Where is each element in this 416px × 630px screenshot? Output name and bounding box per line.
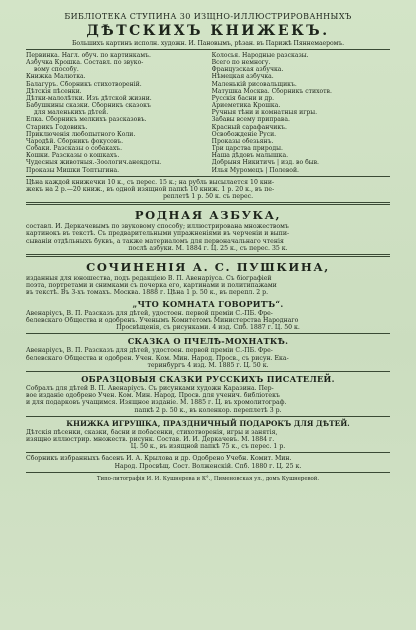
book-title: Колосья. Народные разсказы. — [211, 52, 309, 59]
book-title: Приключенія любопытного Коли. — [26, 130, 136, 138]
catalog-title: ДѢТСКИХЪ КНИЖЕКЪ. — [86, 23, 330, 39]
divider — [26, 333, 390, 334]
kniga-igrushka-text — [26, 429, 390, 451]
text-line: послѣ азбуки. М. 1884 г. Ц. 25 к., съ перес. 35 к. — [128, 244, 288, 252]
book-title: Азбучка Крошка. Составл. по звуко- — [26, 59, 144, 67]
book-title: для маленькихъ дѣтей. — [34, 109, 109, 117]
price-note-line: Цѣна каждой книжечки 10 к., съ перес. 15 к.; на рубль высылается 10 кни- — [26, 178, 275, 186]
book-title: Старикъ Годовикъ. — [26, 123, 88, 131]
book-title: Освобожденіе Руси. — [211, 130, 277, 138]
book-title: Матушка Москва. Сборникъ стихотв. — [211, 87, 332, 95]
book-list-right — [212, 52, 390, 174]
text-line: белевскаго Общества и одобрен. Учен. Ком. Мин. Народ. Просв., съ рисун. Ека- — [26, 354, 289, 362]
divider — [26, 49, 390, 50]
book-list-left — [26, 52, 204, 174]
book-list — [26, 52, 390, 174]
divider — [26, 254, 390, 257]
divider — [26, 202, 390, 205]
book-title: Ручныя тѣни и комнатныя игры. — [211, 109, 318, 117]
book-title: Всего по немногу. — [211, 59, 271, 67]
kniga-igrushka-title: КНИЖКА ИГРУШКА, ПРАЗДНИЧНЫЙ ПОДАРОКЪ ДЛЯ ДѢТЕЙ. — [66, 418, 350, 428]
divider — [26, 472, 390, 473]
pchela-text — [26, 347, 390, 369]
chto-komnata-text — [26, 310, 390, 332]
price-note-line: жекъ на 2 р.—20 книж., въ одной изящной папкѣ 10 книж. 1 р. 20 к., въ пе- — [26, 185, 275, 193]
azbuka-title: РОДНАЯ АЗБУКА, — [134, 208, 282, 223]
pchela-title: СКАЗКА О ПЧЕЛѢ-МОХНАТКѢ. — [127, 336, 289, 347]
divider — [26, 176, 390, 177]
book-title: Три царства природы. — [211, 145, 283, 153]
book-title: Добрыня Никитичъ | изд. во быв. — [211, 159, 319, 167]
skazki-title: ОБРАЗЦОВЫЯ СКАЗКИ РУССКИХЪ ПИСАТЕЛЕЙ. — [81, 373, 335, 384]
catalog-subtitle: Большихъ картинъ исполн. художн. И. Пановымъ, рѣзан. въ Парижѣ Пяннемаеромъ. — [71, 40, 345, 47]
text-line: теринбургъ 4 изд. М. 1885 г. Ц. 50 к. — [147, 361, 269, 369]
book-title: Русскія басни и др. — [211, 94, 275, 102]
book-title: Проказы обезьянъ. — [211, 137, 274, 145]
book-title: Бабушкины сказки. Сборникъ сказокъ — [26, 102, 151, 110]
text-line: Авенаріусъ, В. П. Разсказъ для дѣтей, удостоен. первой преміи С.-ПБ. Фре- — [26, 347, 273, 355]
chto-komnata-title: „ЧТО КОМНАТА ГОВОРИТЪ“. — [132, 298, 284, 309]
price-note-line: реплетѣ 1 р. 50 к. съ перес. — [162, 193, 254, 201]
book-title: Елка. Сборникъ мелкихъ разсказовъ. — [26, 116, 147, 124]
book-title: Собаки. Разсказы о собакахъ. — [26, 145, 123, 153]
book-title: Чародѣй. Сборникъ фокусовъ. — [26, 137, 124, 145]
text-line: картинокъ въ текстѣ. Съ предварительными упражненіями въ черченіи и выпи- — [26, 230, 290, 238]
skazki-text — [26, 385, 390, 414]
text-line: изданныя для юношества, подъ редакціею В. П. Авенаріуса. Съ біографіей — [26, 275, 272, 283]
pushkin-title: СОЧИНЕНІЯ А. С. ПУШКИНА, — [86, 260, 330, 275]
text-line: сываніи отдѣльныхъ буквъ, а также материаломъ для первоначальнаго чтенія — [26, 237, 284, 245]
text-line: Авенаріусъ, В. П. Разсказъ для дѣтей, удостоен. первой преміи С.-ПБ. Фре- — [26, 309, 273, 317]
book-title: Илья Муромецъ | Полевой. — [211, 166, 299, 174]
azbuka-text — [26, 223, 390, 252]
text-line: поэта, портретами и снимками съ почерка его, картинами и политипажами — [26, 282, 277, 290]
divider — [26, 452, 390, 453]
text-line: въ текстѣ. Въ 3-хъ томахъ. Москва. 1888 г. Цѣна 1 р. 50 к., въ перепл. 2 р. — [26, 289, 269, 297]
divider — [26, 371, 390, 372]
book-title: Кошки. Разсказы о кошкахъ. — [26, 152, 120, 160]
text-line: белевскаго Общества и одобренъ. Ученымъ Комитетомъ Министерства Народнаго — [26, 316, 299, 324]
text-line: Просвѣщенія, съ рисунками. 4 изд. Спб. 1887 г. Ц. 50 к. — [116, 324, 300, 332]
book-title: Чудесныя животныя.-Зоологич.анекдоты. — [26, 159, 162, 167]
book-title: Проказы Мишки Топтыгина. — [26, 166, 120, 174]
book-title: Ариеметика Крошка. — [211, 102, 281, 110]
text-line: Ц. 50 к., въ изящной папкѣ 75 к., съ перес. 1 р. — [130, 443, 286, 451]
pushkin-text — [26, 275, 390, 297]
text-line: и для подарковъ учащимся. Изящное изданіе. М. 1885 г. Ц. въ хромолитограф. — [26, 399, 287, 407]
text-line: изящно иллюстрир. множеств. рисунк. Состав. И. И. Деркачевъ. М. 1884 г. — [26, 435, 275, 443]
text-line: папкѣ 2 р. 50 к., въ коленкор. переплетѣ 3 р. — [134, 406, 282, 414]
book-title: Первинка. Нагл. обуч. по картинкамъ. — [26, 52, 151, 59]
book-title: Нѣмецкая азбучка. — [211, 73, 274, 81]
book-title: Французская азбучка. — [211, 66, 284, 74]
text-line: Дѣтскія пѣсенки, сказки, басни и побасенки, стихотворенія, игры и занятія, — [26, 428, 278, 436]
text-line: Народ. Просвѣщ. Сост. Волженскій. Спб. 1880 г. Ц. 25 к. — [114, 462, 302, 470]
krylov-text — [26, 455, 390, 469]
book-title: Балагуръ. Сборникъ стихотвореній. — [26, 80, 142, 88]
book-title: Дѣтскія пѣсенки. — [26, 87, 82, 95]
book-title: Красный сарафанчикъ. — [211, 123, 287, 131]
book-title: Книжка Малютка. — [26, 73, 86, 81]
text-line: вое изданіе одобрено Учен. Ком. Мин. Народ. Просв. для ученич. библіотекъ — [26, 392, 280, 400]
book-title: Наша дѣдовъ малышка. — [211, 152, 289, 160]
price-note — [26, 179, 390, 201]
text-line: Собралъ для дѣтей В. П. Авенаріусъ. Съ рисунками художн Каразина. Пер- — [26, 384, 274, 392]
text-line: Сборникъ избранныхъ басенъ И. А. Крылова и др. Одобрено Учебн. Комит. Мин. — [26, 455, 292, 463]
text-line: составл. И. Деркачевымъ по звуковому способу; иллюстрирована множествомъ — [26, 223, 289, 231]
divider — [26, 416, 390, 417]
series-heading: БИБЛІОТЕКА СТУПИНА 30 ИЗЩНО-ИЛЛЮСТРИРОВАННЫХЪ — [64, 12, 352, 21]
book-title: Забавы всему приправа. — [211, 116, 290, 124]
book-title: Дѣтки-малолѣтки. Изъ дѣтской жизни. — [26, 94, 152, 102]
book-title: Маленькій рисовальщикъ. — [211, 80, 297, 88]
book-title: вому способу. — [34, 66, 79, 74]
printer-imprint: Типо-литографія И. И. Кушнерева и К°., Пименовская ул., домъ Кушнеревой. — [96, 475, 320, 482]
